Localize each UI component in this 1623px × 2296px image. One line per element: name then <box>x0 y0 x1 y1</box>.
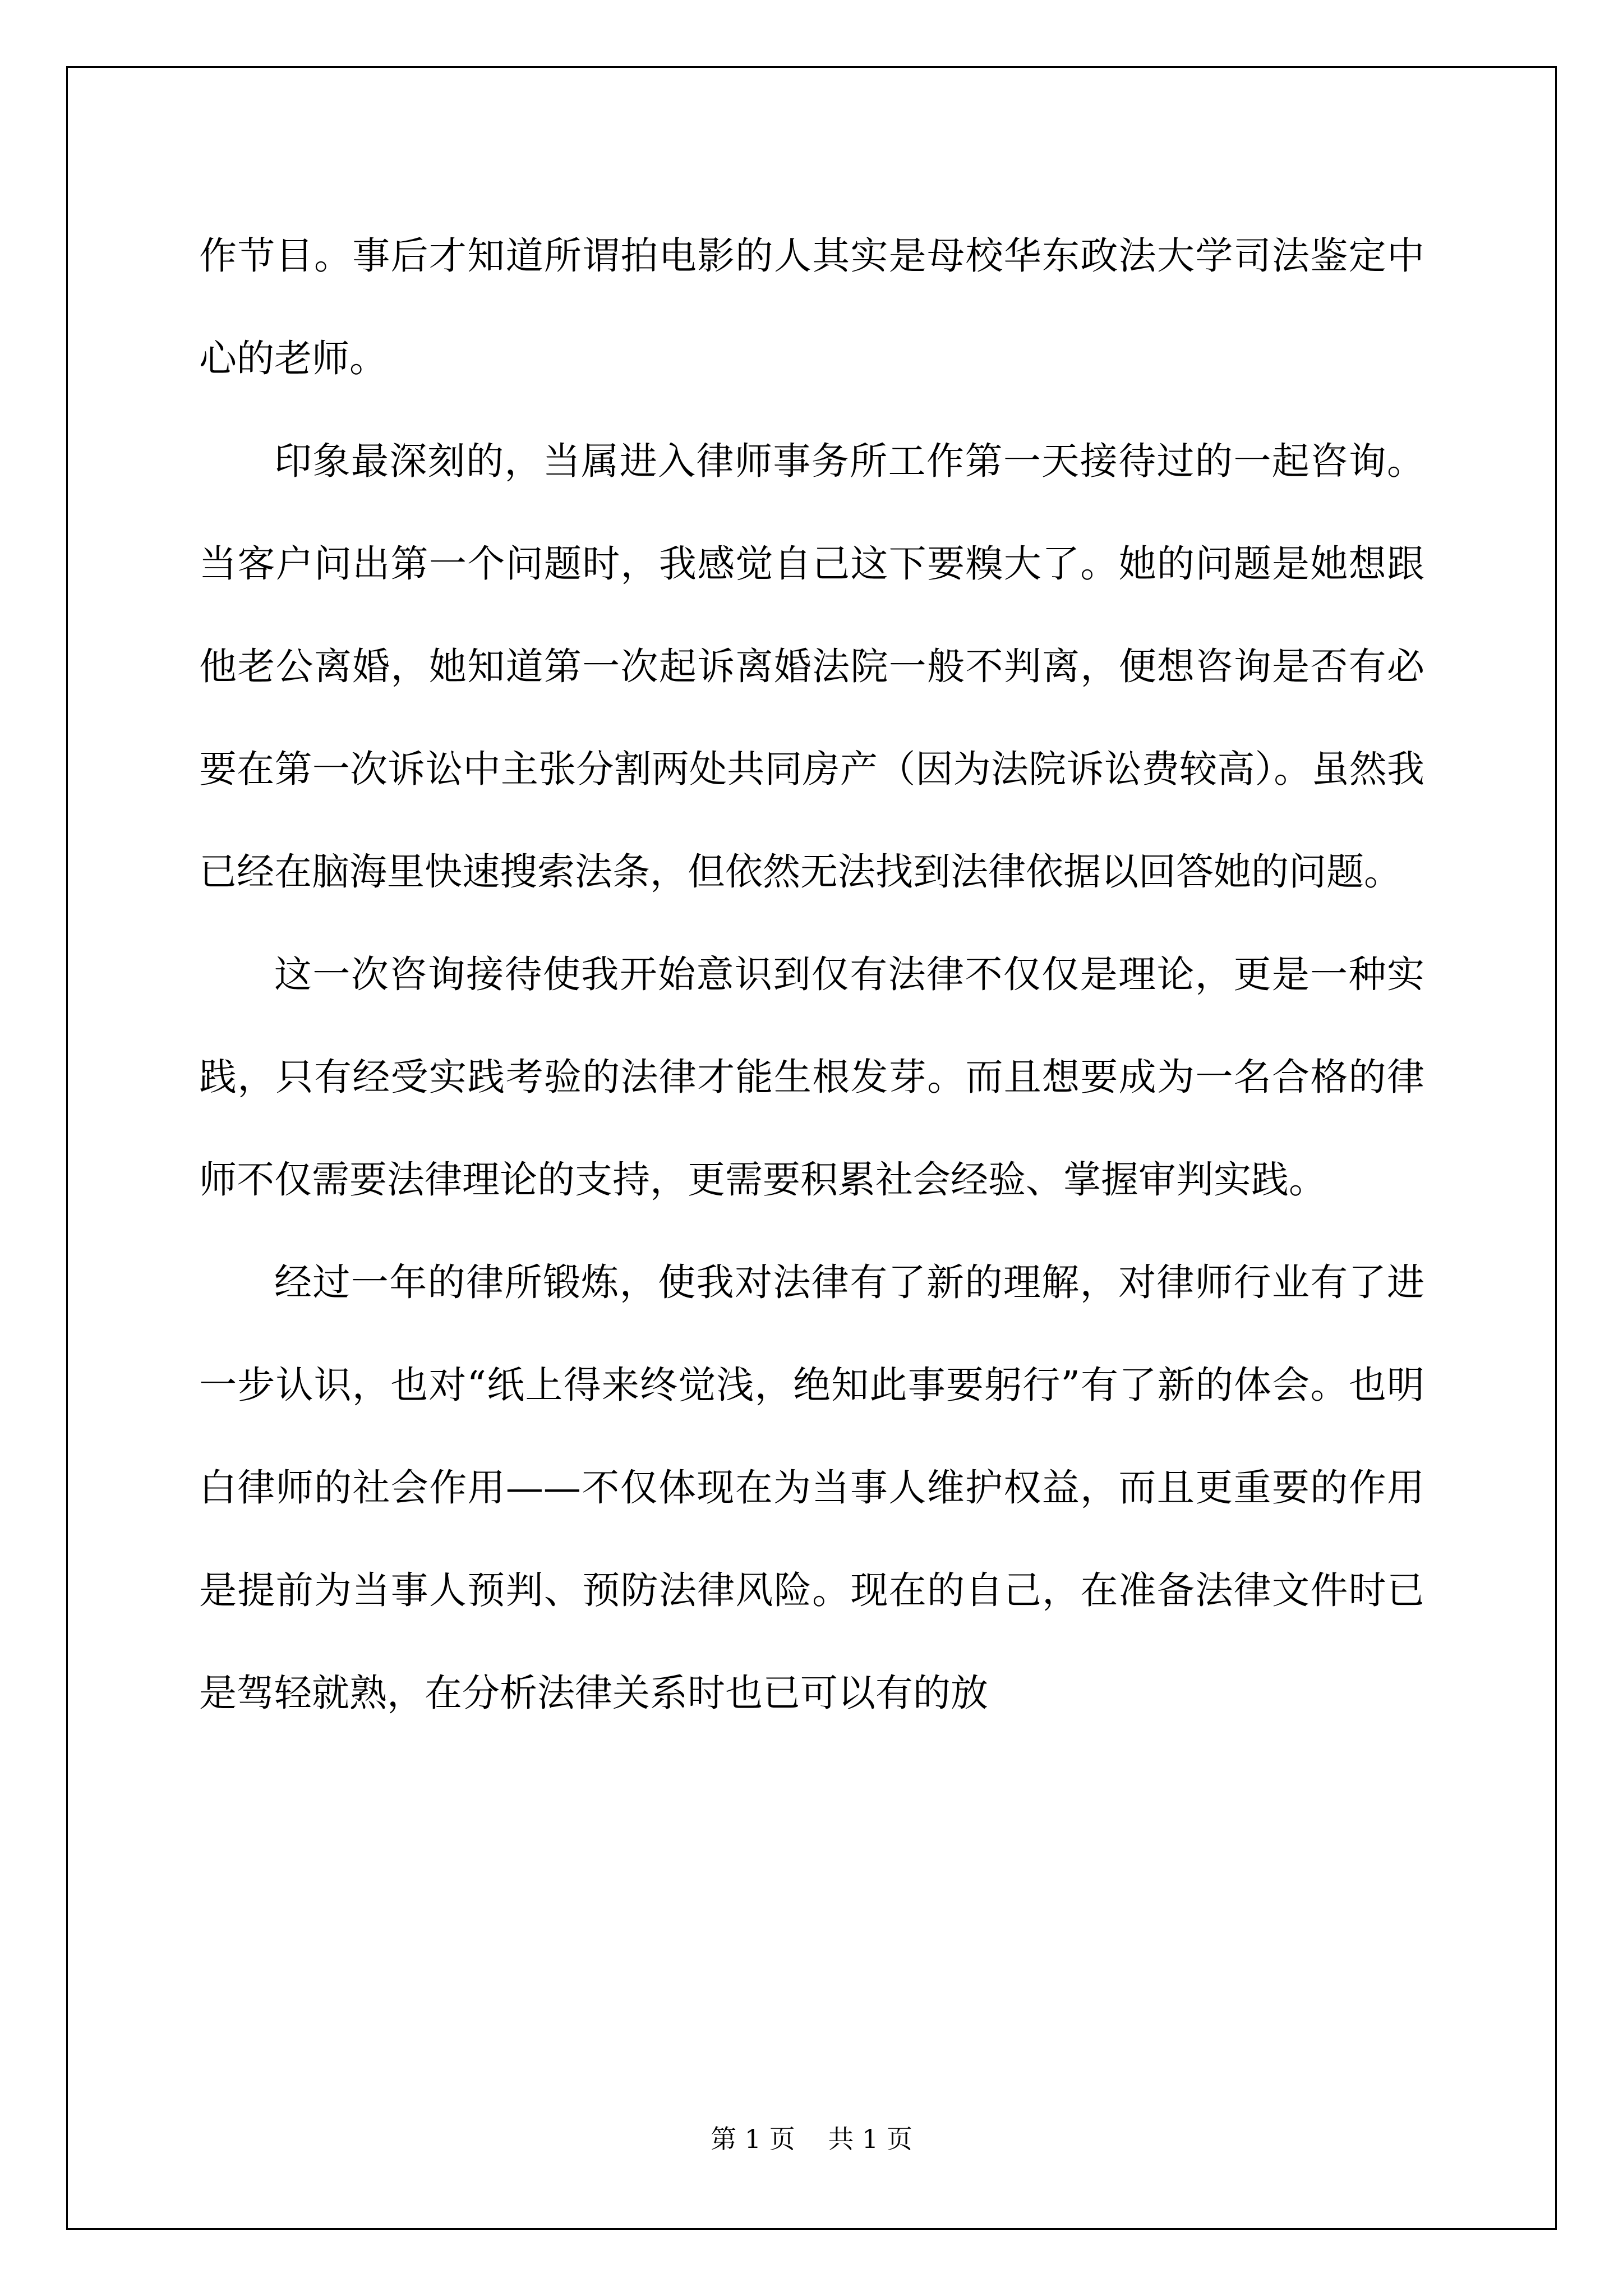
page-number: 第 1 页 <box>711 2124 795 2154</box>
paragraph-3: 这一次咨询接待使我开始意识到仅有法律不仅仅是理论，更是一种实践，只有经受实践考验的法律才能生根发芽。而且想要成为一名合格的律师不仅需要法律理论的支持，更需要积累社会经验、掌握审判实践。 <box>199 953 1424 1202</box>
paragraph-2: 印象最深刻的，当属进入律师事务所工作第一天接待过的一起咨询。当客户问出第一个问题时，我感觉自己这下要糗大了。她的问题是她想跟他老公离婚，她知道第一次起诉离婚法院一般不判离，便想咨询是否有必要在第一次诉讼中主张分割两处共同房产（因为法院诉讼费较高）。虽然我已经在脑海里快速搜索法条，但依然无法找到法律依据以回答她的问题。 <box>199 439 1424 894</box>
document-body <box>199 205 1424 1745</box>
paragraph-4: 经过一年的律所锻炼，使我对法律有了新的理解，对律师行业有了进一步认识，也对“纸上得来终觉浅，绝知此事要躬行”有了新的体会。也明白律师的社会作用——不仅体现在为当事人维护权益，而且更重要的作用是提前为当事人预判、预防法律风险。现在的自己，在准备法律文件时已是驾轻就熟，在分析法律关系时也已可以有的放 <box>199 1260 1424 1715</box>
page-total: 共 1 页 <box>828 2124 912 2154</box>
page-footer <box>0 2122 1623 2156</box>
paragraph-1: 作节目。事后才知道所谓拍电影的人其实是母校华东政法大学司法鉴定中心的老师。 <box>199 234 1424 380</box>
